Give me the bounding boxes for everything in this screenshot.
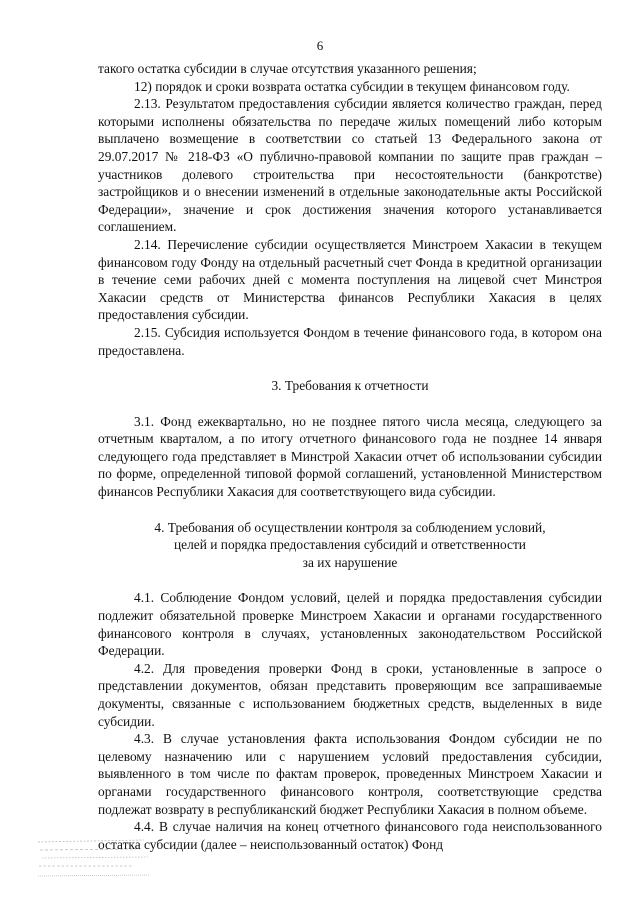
section-4-heading-line-3: за их нарушение: [302, 554, 398, 570]
paragraph-item-12: 12) порядок и сроки возврата остатка субсидии в текущем финансовом году.: [134, 78, 570, 94]
section-4-heading-line-2: целей и порядка предоставления субсидий и ответственности: [174, 537, 526, 553]
paragraph-2-15: 2.15. Субсидия используется Фондом в течение финансового года, в котором она предоставлена.: [98, 324, 602, 358]
page-number: 6: [316, 38, 324, 53]
paragraph-4-3: 4.3. В случае установления факта использования Фондом субсидии не по целевому назначению или с нарушением условий предоставления субсидии, выявленного в том числе по фактам проверок, проведенных Минстроем Хакасии и органами государственного финансового контроля, соответствующие средства подлежат возврату в республиканский бюджет Республики Хакасия в полном объеме.: [98, 731, 602, 817]
paragraph-2-14: 2.14. Перечисление субсидии осуществляется Минстроем Хакасии в текущем финансовом году Фонду на отдельный расчетный счет Фонда в кредитной организации в течение семи рабочих дней с момента поступления на лицевой счет Минстроя Хакасии средств от Министерства финансов Республики Хакасия в целях предоставления субсидии.: [98, 236, 602, 323]
paragraph-4-2: 4.2. Для проведения проверки Фонд в сроки, установленные в запросе о представлении документов, обязан представить проверяющим все запрашиваемые документы, связанные с использованием бюджетных средств, выделенных в виде субсидии.: [98, 660, 602, 729]
paragraph-3-1: 3.1. Фонд ежеквартально, но не позднее пятого числа месяца, следующего за отчетным кварталом, а по итогу отчетного финансового года не позднее 14 января следующего года представляет в Минстрой Хакасии отчет об использовании субсидии по форме, определенной типовой формой соглашений, установленной Министерством финансов Республики Хакасия для соответствующего вида субсидии.: [98, 413, 602, 500]
document-body: [98, 60, 602, 853]
paragraph-4-4: 4.4. В случае наличия на конец отчетного финансового года неиспользованного остатка субсидии (далее – неиспользованный остаток) Фонд: [98, 819, 602, 852]
paragraph-continuation: такого остатка субсидии в случае отсутствия указанного решения;: [98, 61, 477, 76]
section-3-heading: 3. Требования к отчетности: [271, 378, 429, 394]
paragraph-2-13: 2.13. Результатом предоставления субсидии является количество граждан, перед которыми исполнены обязательства по передаче жилых помещений либо которым выплачено возмещение в соответствии со статьей 13 Федерального закона от 29.07.2017 № 218-ФЗ «О публично-правовой компании по защите прав граждан – участников долевого строительства при несостоятельности (банкротстве) застройщиков и о внесении изменений в отдельные законодательные акты Российской Федерации», значение и срок достижения значения которого устанавливается соглашением.: [98, 96, 602, 235]
document-stamp: [36, 836, 156, 882]
paragraph-4-1: 4.1. Соблюдение Фондом условий, целей и порядка предоставления субсидии подлежит обязательной проверке Минстроем Хакасии и органами государственного финансового контроля в случаях, установленных законодательством Российской Федерации.: [98, 590, 602, 659]
section-4-heading-line-1: 4. Требования об осуществлении контроля за соблюдением условий,: [154, 519, 546, 535]
